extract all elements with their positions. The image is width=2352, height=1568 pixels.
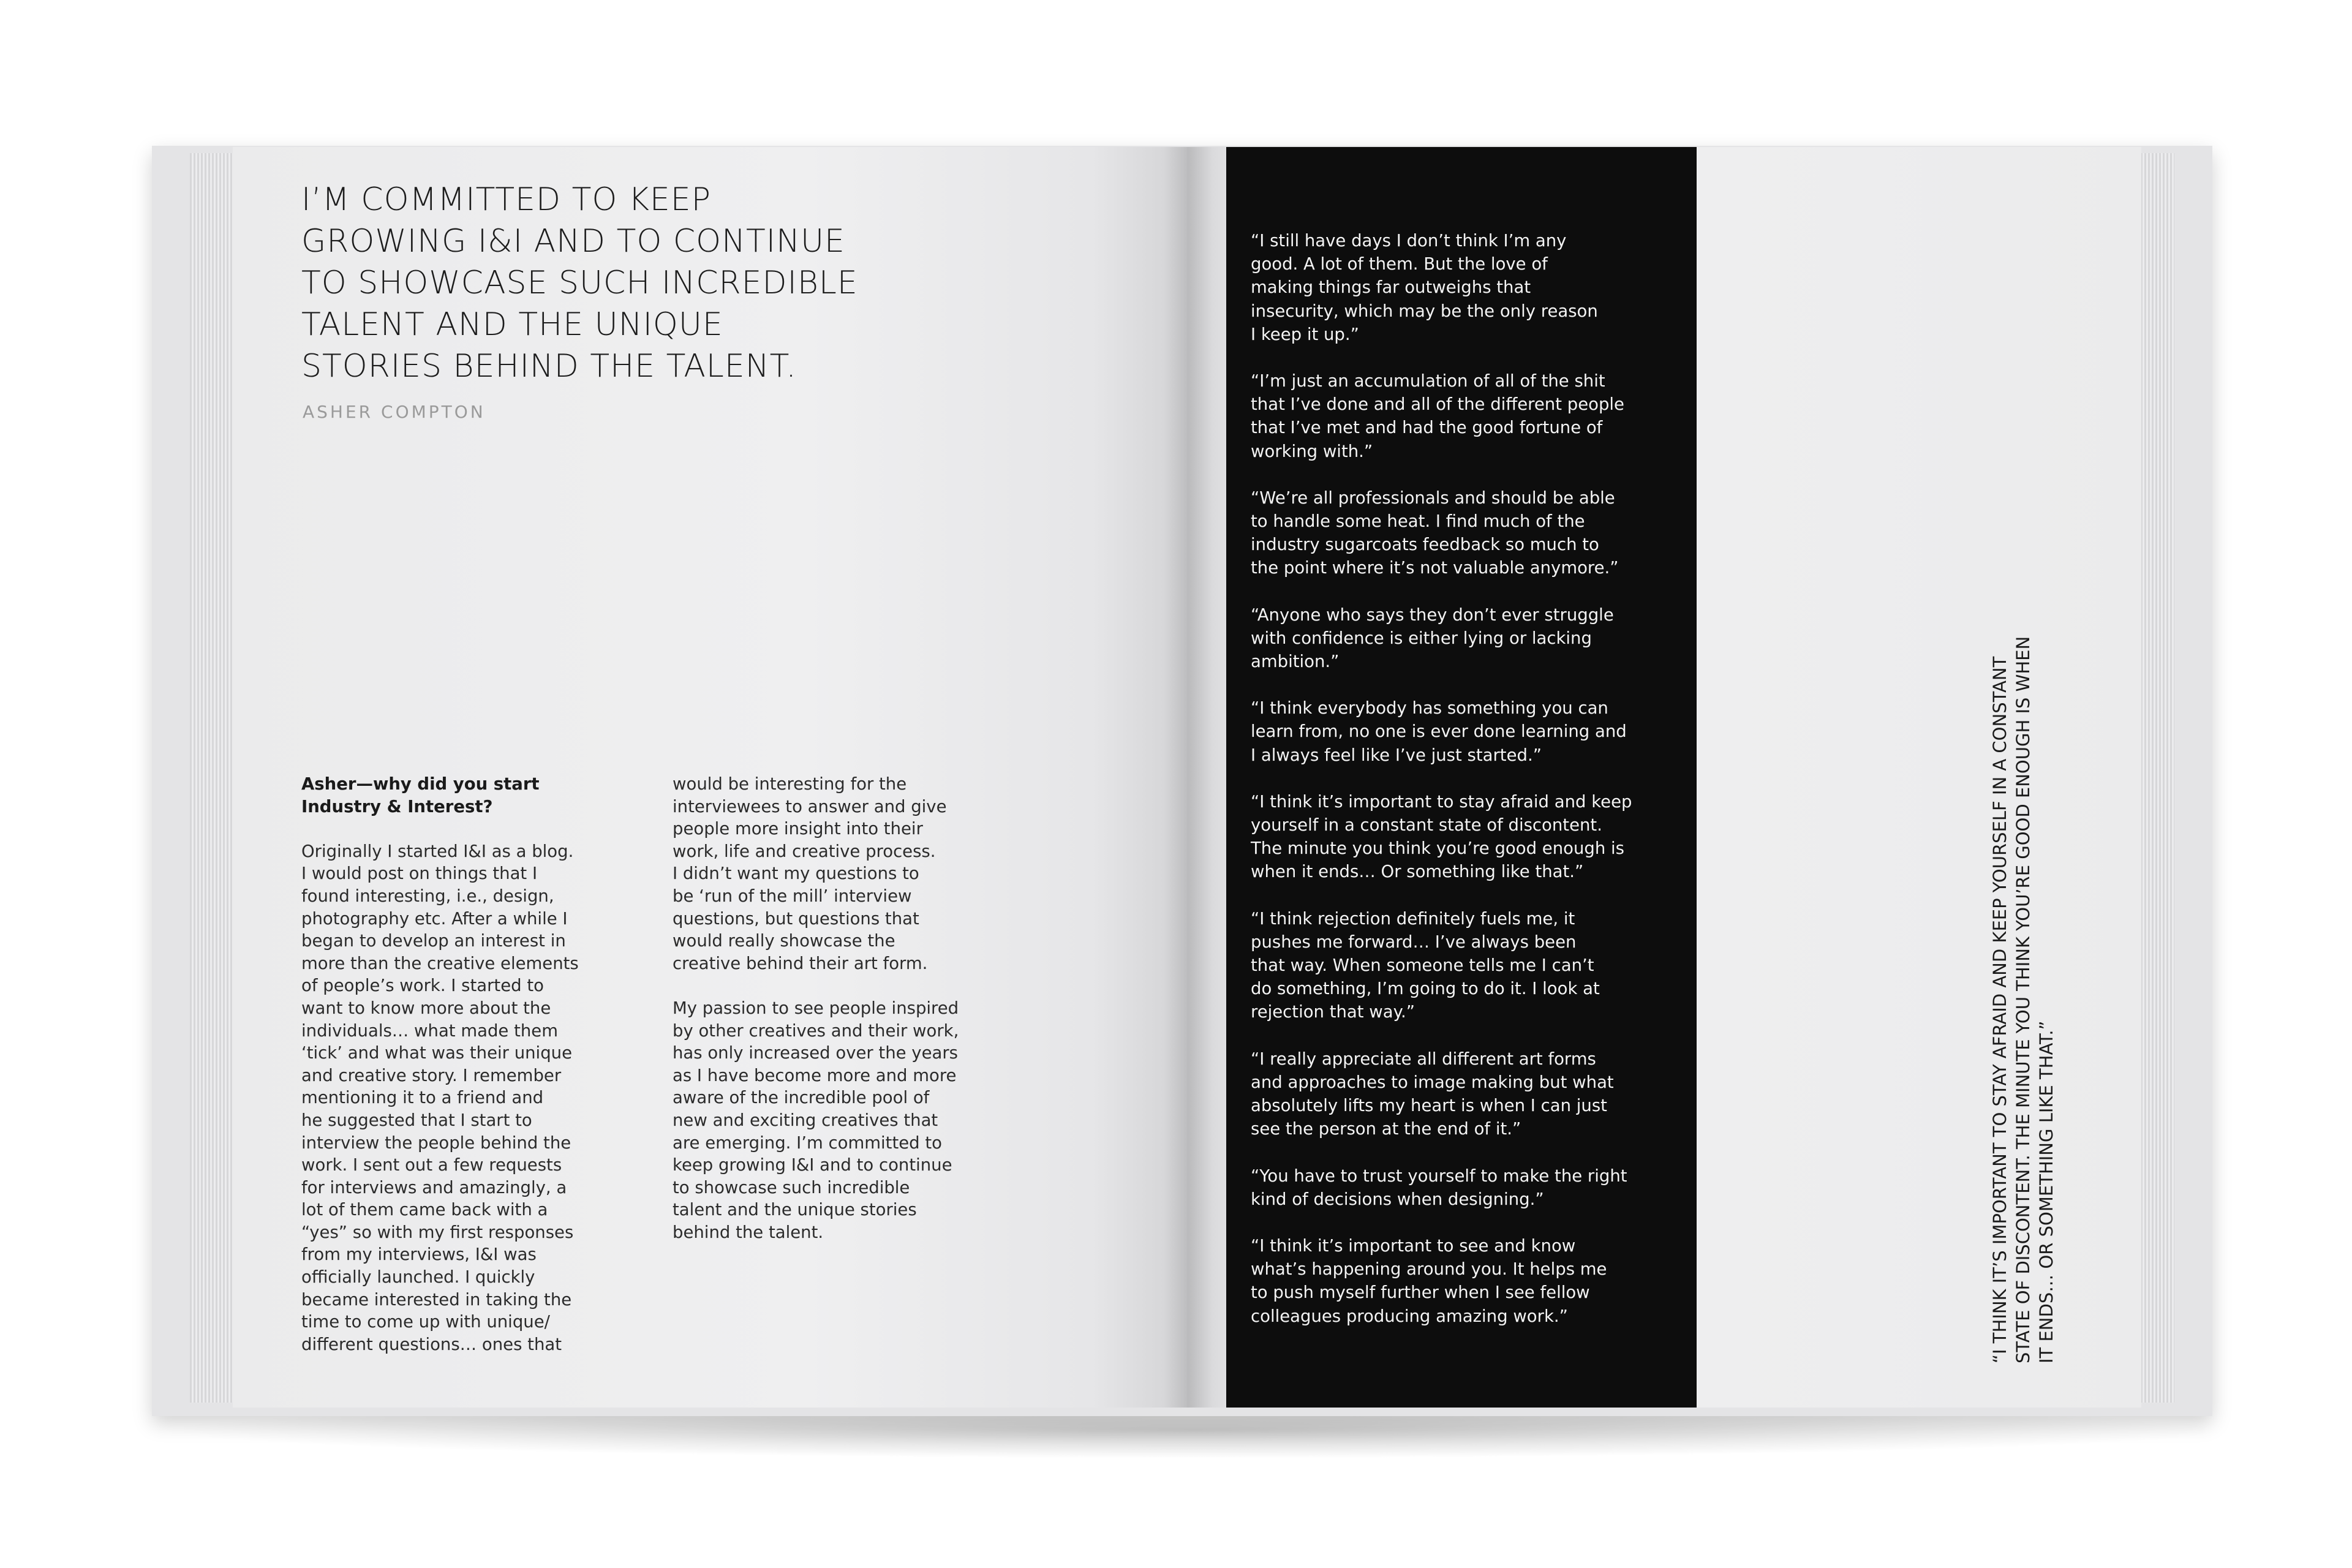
quote-line: that I’ve met and had the good fortune of xyxy=(1251,418,1603,438)
quote-line: when it ends… Or something like that.” xyxy=(1251,862,1584,882)
headline-line: GROWING I&I AND TO CONTINUE xyxy=(301,223,845,260)
body-text-line: has only increased over the years xyxy=(673,1043,958,1063)
headline-line: TO SHOWCASE SUCH INCREDIBLE xyxy=(301,265,858,301)
body-text-line: from my interviews, I&I was xyxy=(301,1245,537,1265)
quote-line: “I think rejection definitely fuels me, it xyxy=(1251,908,1575,929)
body-text-line: more than the creative elements xyxy=(301,953,579,973)
vertical-pull-quote xyxy=(1988,636,2058,1363)
body-text-line: he suggested that I start to xyxy=(301,1110,532,1130)
quote-item xyxy=(1251,907,1692,1024)
pull-quote-line: STATE OF DISCONTENT. THE MINUTE YOU THINK YOU’RE GOOD ENOUGH IS WHEN xyxy=(2013,636,2034,1363)
body-text-line: and creative story. I remember xyxy=(301,1065,562,1085)
quote-line: insecurity, which may be the only reason xyxy=(1251,301,1598,321)
body-text-line: Originally I started I&I as a blog. xyxy=(301,841,574,861)
body-text-line: “yes” so with my first responses xyxy=(301,1222,574,1242)
body-text-line: to showcase such incredible xyxy=(673,1177,910,1197)
quote-item xyxy=(1251,229,1692,346)
body-text-line: would really showcase the xyxy=(673,931,895,951)
body-text-line: talent and the unique stories xyxy=(673,1200,917,1220)
body-text-line: lot of them came back with a xyxy=(301,1200,548,1220)
body-text-line: want to know more about the xyxy=(301,998,551,1018)
body-text-line: I would post on things that I xyxy=(301,864,538,884)
body-text-line: creative behind their art form. xyxy=(673,953,928,973)
body-text-line: found interesting, i.e., design, xyxy=(301,886,554,906)
page-headline xyxy=(301,179,1036,387)
body-text-line: are emerging. I’m committed to xyxy=(673,1133,942,1153)
quote-item xyxy=(1251,1234,1692,1328)
body-text-line: work, life and creative process. xyxy=(673,841,936,861)
quote-line: and approaches to image making but what xyxy=(1251,1072,1614,1092)
body-text-line: individuals… what made them xyxy=(301,1020,558,1041)
quote-line: “I think it’s important to stay afraid and keep xyxy=(1251,791,1632,812)
quote-line: “You have to trust yourself to make the right xyxy=(1251,1166,1627,1186)
body-text-line: My passion to see people inspired xyxy=(673,998,959,1018)
quote-line: making things far outweighs that xyxy=(1251,277,1531,298)
article-column-1 xyxy=(301,773,620,1355)
body-text-line: time to come up with unique/ xyxy=(301,1312,550,1332)
quote-item xyxy=(1251,1047,1692,1141)
quote-line: to push myself further when I see fellow xyxy=(1251,1283,1590,1303)
quote-line: do something, I’m going to do it. I look at xyxy=(1251,979,1600,999)
column-2-paragraph-2 xyxy=(673,997,991,1244)
body-text-line: of people’s work. I started to xyxy=(301,976,544,996)
body-text-line: officially launched. I quickly xyxy=(301,1267,535,1287)
column-1-body xyxy=(301,840,620,1356)
interview-question: Asher—why did you start xyxy=(301,774,540,794)
column-2-paragraph-1 xyxy=(673,773,991,974)
body-text-line: aware of the incredible pool of xyxy=(673,1088,930,1108)
headline-line: STORIES BEHIND THE TALENT. xyxy=(301,348,797,385)
quote-line: kind of decisions when designing.” xyxy=(1251,1189,1544,1209)
quote-line: I keep it up.” xyxy=(1251,324,1359,344)
body-text-line: interview the people behind the xyxy=(301,1133,571,1153)
body-text-line: as I have become more and more xyxy=(673,1065,957,1085)
quote-line: I always feel like I’ve just started.” xyxy=(1251,745,1542,765)
author-byline: ASHER COMPTON xyxy=(303,402,486,422)
body-text-line: questions, but questions that xyxy=(673,908,919,929)
pull-quote-line: “I THINK IT’S IMPORTANT TO STAY AFRAID AND KEEP YOURSELF IN A CONSTANT xyxy=(1989,656,2010,1363)
quote-line: “I’m just an accumulation of all of the shit xyxy=(1251,371,1605,391)
body-text-line: began to develop an interest in xyxy=(301,931,566,951)
quote-line: “We’re all professionals and should be able xyxy=(1251,488,1615,508)
headline-line: TALENT AND THE UNIQUE xyxy=(301,306,723,343)
body-text-line: interviewees to answer and give xyxy=(673,796,947,816)
quote-line: pushes me forward… I’ve always been xyxy=(1251,932,1577,952)
quote-item xyxy=(1251,486,1692,580)
body-text-line: photography etc. After a while I xyxy=(301,908,568,929)
quote-line: industry sugarcoats feedback so much to xyxy=(1251,535,1599,555)
quote-line: “Anyone who says they don’t ever struggle xyxy=(1251,605,1614,625)
quote-line: that I’ve done and all of the different people xyxy=(1251,394,1624,415)
body-text-line: became interested in taking the xyxy=(301,1289,572,1310)
quote-line: rejection that way.” xyxy=(1251,1002,1415,1022)
quote-item xyxy=(1251,603,1692,674)
quote-line: to handle some heat. I find much of the xyxy=(1251,511,1585,532)
body-text-line: different questions… ones that xyxy=(301,1334,562,1354)
quote-line: with confidence is either lying or lacking xyxy=(1251,628,1592,648)
quote-line: that way. When someone tells me I can’t xyxy=(1251,956,1594,976)
quote-line: The minute you think you’re good enough is xyxy=(1251,839,1624,859)
body-text-line: keep growing I&I and to continue xyxy=(673,1155,952,1175)
body-text-line: behind the talent. xyxy=(673,1222,824,1242)
quote-line: “I really appreciate all different art forms xyxy=(1251,1049,1596,1069)
quote-line: ambition.” xyxy=(1251,652,1340,672)
body-text-line: be ‘run of the mill’ interview xyxy=(673,886,912,906)
headline-line: I’M COMMITTED TO KEEP xyxy=(301,181,711,218)
quote-line: absolutely lifts my heart is when I can just xyxy=(1251,1096,1607,1116)
interview-question: Industry & Interest? xyxy=(301,796,493,816)
quote-line: working with.” xyxy=(1251,441,1373,461)
body-text-line: people more insight into their xyxy=(673,819,923,839)
quote-line: what’s happening around you. It helps me xyxy=(1251,1259,1607,1280)
quote-line: yourself in a constant state of discontent. xyxy=(1251,815,1602,835)
body-text-line: new and exciting creatives that xyxy=(673,1110,938,1130)
quote-line: colleagues producing amazing work.” xyxy=(1251,1306,1568,1326)
quote-item xyxy=(1251,1164,1692,1211)
quote-line: learn from, no one is ever done learning and xyxy=(1251,722,1627,742)
pull-quote-line: IT ENDS… OR SOMETHING LIKE THAT.” xyxy=(2036,1020,2057,1363)
body-text-line: mentioning it to a friend and xyxy=(301,1088,544,1108)
quotes-list xyxy=(1251,229,1692,1351)
body-text-line: work. I sent out a few requests xyxy=(301,1155,562,1175)
quote-line: “I still have days I don’t think I’m any xyxy=(1251,231,1567,251)
quote-line: the point where it’s not valuable anymore.” xyxy=(1251,558,1619,578)
body-text-line: ‘tick’ and what was their unique xyxy=(301,1043,573,1063)
quote-item xyxy=(1251,790,1692,884)
quote-line: good. A lot of them. But the love of xyxy=(1251,254,1548,274)
body-text-line: by other creatives and their work, xyxy=(673,1020,959,1041)
body-text-line: for interviews and amazingly, a xyxy=(301,1177,567,1197)
quote-item xyxy=(1251,696,1692,767)
quote-item xyxy=(1251,369,1692,463)
article-column-2 xyxy=(673,773,991,1243)
quote-line: “I think it’s important to see and know xyxy=(1251,1235,1576,1256)
book-gutter xyxy=(1164,147,1213,1408)
quote-line: “I think everybody has something you can xyxy=(1251,698,1608,718)
body-text-line: I didn’t want my questions to xyxy=(673,864,919,884)
quote-line: see the person at the end of it.” xyxy=(1251,1119,1521,1139)
body-text-line: would be interesting for the xyxy=(673,774,907,794)
